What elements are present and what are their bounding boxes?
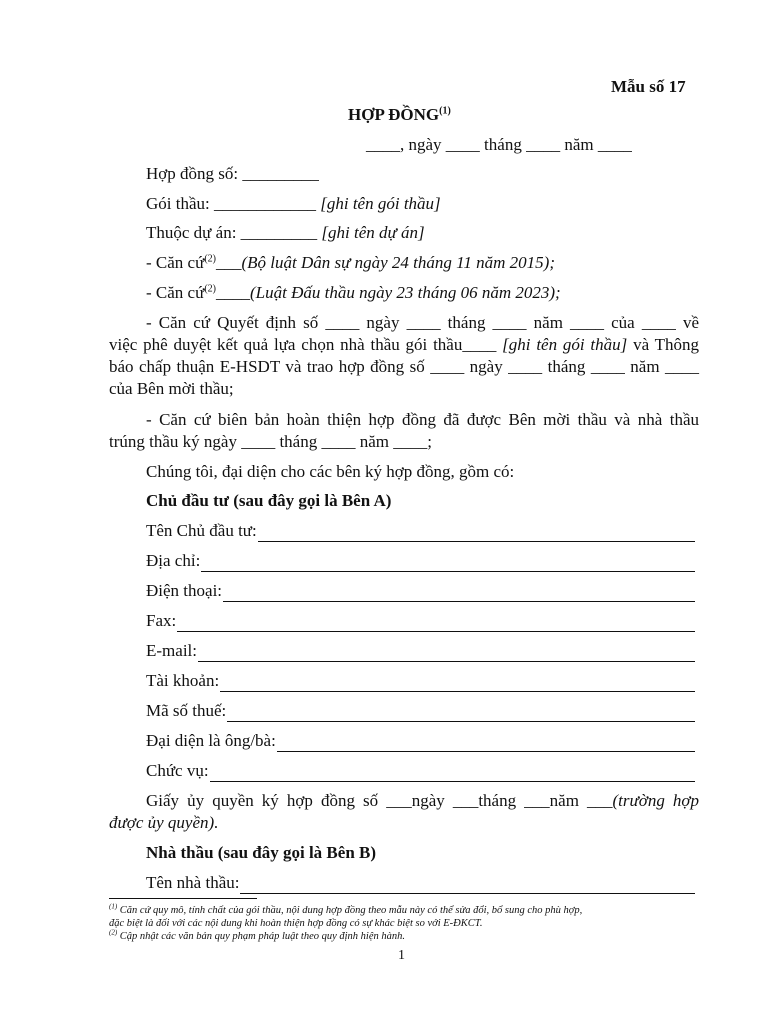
basis2-prefix: - Căn cứ: [146, 283, 205, 302]
party-a-name-field[interactable]: [146, 520, 695, 542]
party-a-address-field[interactable]: [146, 550, 695, 572]
decision-line-3: báo chấp thuận E-HSDT và trao hợp đồng số ____ ngày ____ tháng ____ năm ____: [109, 357, 699, 376]
basis1-prefix: - Căn cứ: [146, 253, 205, 272]
document-title: [348, 104, 451, 126]
decision-line-2c: và Thông: [627, 335, 700, 354]
minutes-line-1: - Căn cứ biên bản hoàn thiện hợp đồng đã được Bên mời thầu và nhà thầu: [146, 410, 699, 429]
proxy-line-1b: (trường hợp: [612, 791, 700, 810]
party-b-name-field[interactable]: [146, 872, 695, 894]
field-label: Đại diện là ông/bà:: [146, 731, 276, 750]
party-a-phone-field[interactable]: [146, 580, 695, 602]
basis1-note: (Bộ luật Dân sự ngày 24 tháng 11 năm 2015);: [241, 253, 555, 272]
field-label: Chức vụ:: [146, 761, 209, 780]
basis2-footnote-mark: (2): [204, 283, 216, 295]
party-a-fax-field[interactable]: [146, 610, 695, 632]
field-blank[interactable]: [277, 735, 695, 752]
field-blank[interactable]: [227, 705, 695, 722]
field-label: E-mail:: [146, 641, 197, 660]
field-label: Địa chỉ:: [146, 551, 201, 570]
footnote-1-mark: (1): [109, 902, 118, 911]
decision-line-2a: việc phê duyệt kết quả lựa chọn nhà thầu gói thầu____: [109, 335, 503, 354]
party-a-representative-field[interactable]: [146, 730, 695, 752]
footnote-1-line-2: đặc biệt là đối với các nội dung khi hoàn thiện hợp đồng có sự khác biệt so với E-ĐKCT.: [109, 918, 483, 929]
decision-line-4: của Bên mời thầu;: [109, 379, 234, 398]
field-blank[interactable]: [198, 645, 695, 662]
project-line: [146, 222, 425, 244]
field-label: Mã số thuế:: [146, 701, 227, 720]
footnote-1-text: Căn cứ quy mô, tính chất của gói thầu, nội dung hợp đồng theo mẫu này có thể sửa đổi, bổ sung cho phù hợp,: [117, 905, 583, 916]
basis2-blank: ____: [215, 283, 250, 302]
field-label: Tên nhà thầu:: [146, 873, 240, 892]
proxy-line-2: được ủy quyền).: [109, 813, 219, 832]
decision-line-2: [109, 334, 699, 356]
party-b-heading: Nhà thầu (sau đây gọi là Bên B): [146, 843, 377, 862]
minutes-line-2: trúng thầu ký ngày ____ tháng ____ năm ____;: [109, 432, 432, 451]
title-text: HỢP ĐỒNG: [348, 105, 440, 124]
package-note: [ghi tên gói thầu]: [320, 194, 441, 213]
intro-text: Chúng tôi, đại diện cho các bên ký hợp đồng, gồm có:: [146, 462, 515, 481]
field-blank[interactable]: [223, 585, 695, 602]
field-blank[interactable]: [220, 675, 695, 692]
contract-number: Hợp đồng số: _________: [146, 164, 319, 183]
decision-line-2b: [ghi tên gói thầu]: [502, 335, 628, 354]
project-note: [ghi tên dự án]: [321, 223, 425, 242]
proxy-line-1a: Giấy ủy quyền ký hợp đồng số ___ngày ___tháng ___năm ___: [146, 791, 613, 810]
basis1-footnote-mark: (2): [204, 253, 216, 265]
package-line: [146, 193, 441, 215]
page-number: 1: [398, 948, 405, 963]
footnote-2-text: Cập nhật các văn bản quy phạm pháp luật theo quy định hiện hành.: [117, 931, 406, 942]
footnote-1-line-1: [109, 902, 709, 917]
proxy-line-1: [146, 790, 699, 812]
footnote-2: [109, 928, 709, 943]
field-label: Fax:: [146, 611, 177, 630]
party-a-account-field[interactable]: [146, 670, 695, 692]
form-number: Mẫu số 17: [611, 77, 686, 96]
title-footnote-mark: (1): [439, 105, 451, 117]
field-label: Điện thoại:: [146, 581, 223, 600]
footnote-2-mark: (2): [109, 928, 118, 937]
party-a-email-field[interactable]: [146, 640, 695, 662]
field-blank[interactable]: [210, 765, 695, 782]
basis-procurement-law: [146, 282, 561, 304]
project-label: Thuộc dự án: _________: [146, 223, 322, 242]
basis2-note: (Luật Đấu thầu ngày 23 tháng 06 năm 2023);: [249, 283, 561, 302]
field-label: Tên Chủ đầu tư:: [146, 521, 257, 540]
field-blank[interactable]: [240, 877, 695, 894]
basis1-blank: ___: [215, 253, 242, 272]
party-a-heading: Chủ đầu tư (sau đây gọi là Bên A): [146, 491, 392, 510]
package-label: Gói thầu: ____________: [146, 194, 321, 213]
field-blank[interactable]: [201, 555, 695, 572]
decision-line-1: - Căn cứ Quyết định số ____ ngày ____ tháng ____ năm ____ của ____ về: [146, 313, 699, 332]
field-blank[interactable]: [177, 615, 695, 632]
basis-civil-code: [146, 252, 555, 274]
party-a-tax-code-field[interactable]: [146, 700, 695, 722]
field-blank[interactable]: [258, 525, 695, 542]
footnote-separator: [109, 898, 257, 899]
party-a-position-field[interactable]: [146, 760, 695, 782]
date-line: ____, ngày ____ tháng ____ năm ____: [366, 135, 632, 154]
field-label: Tài khoản:: [146, 671, 220, 690]
